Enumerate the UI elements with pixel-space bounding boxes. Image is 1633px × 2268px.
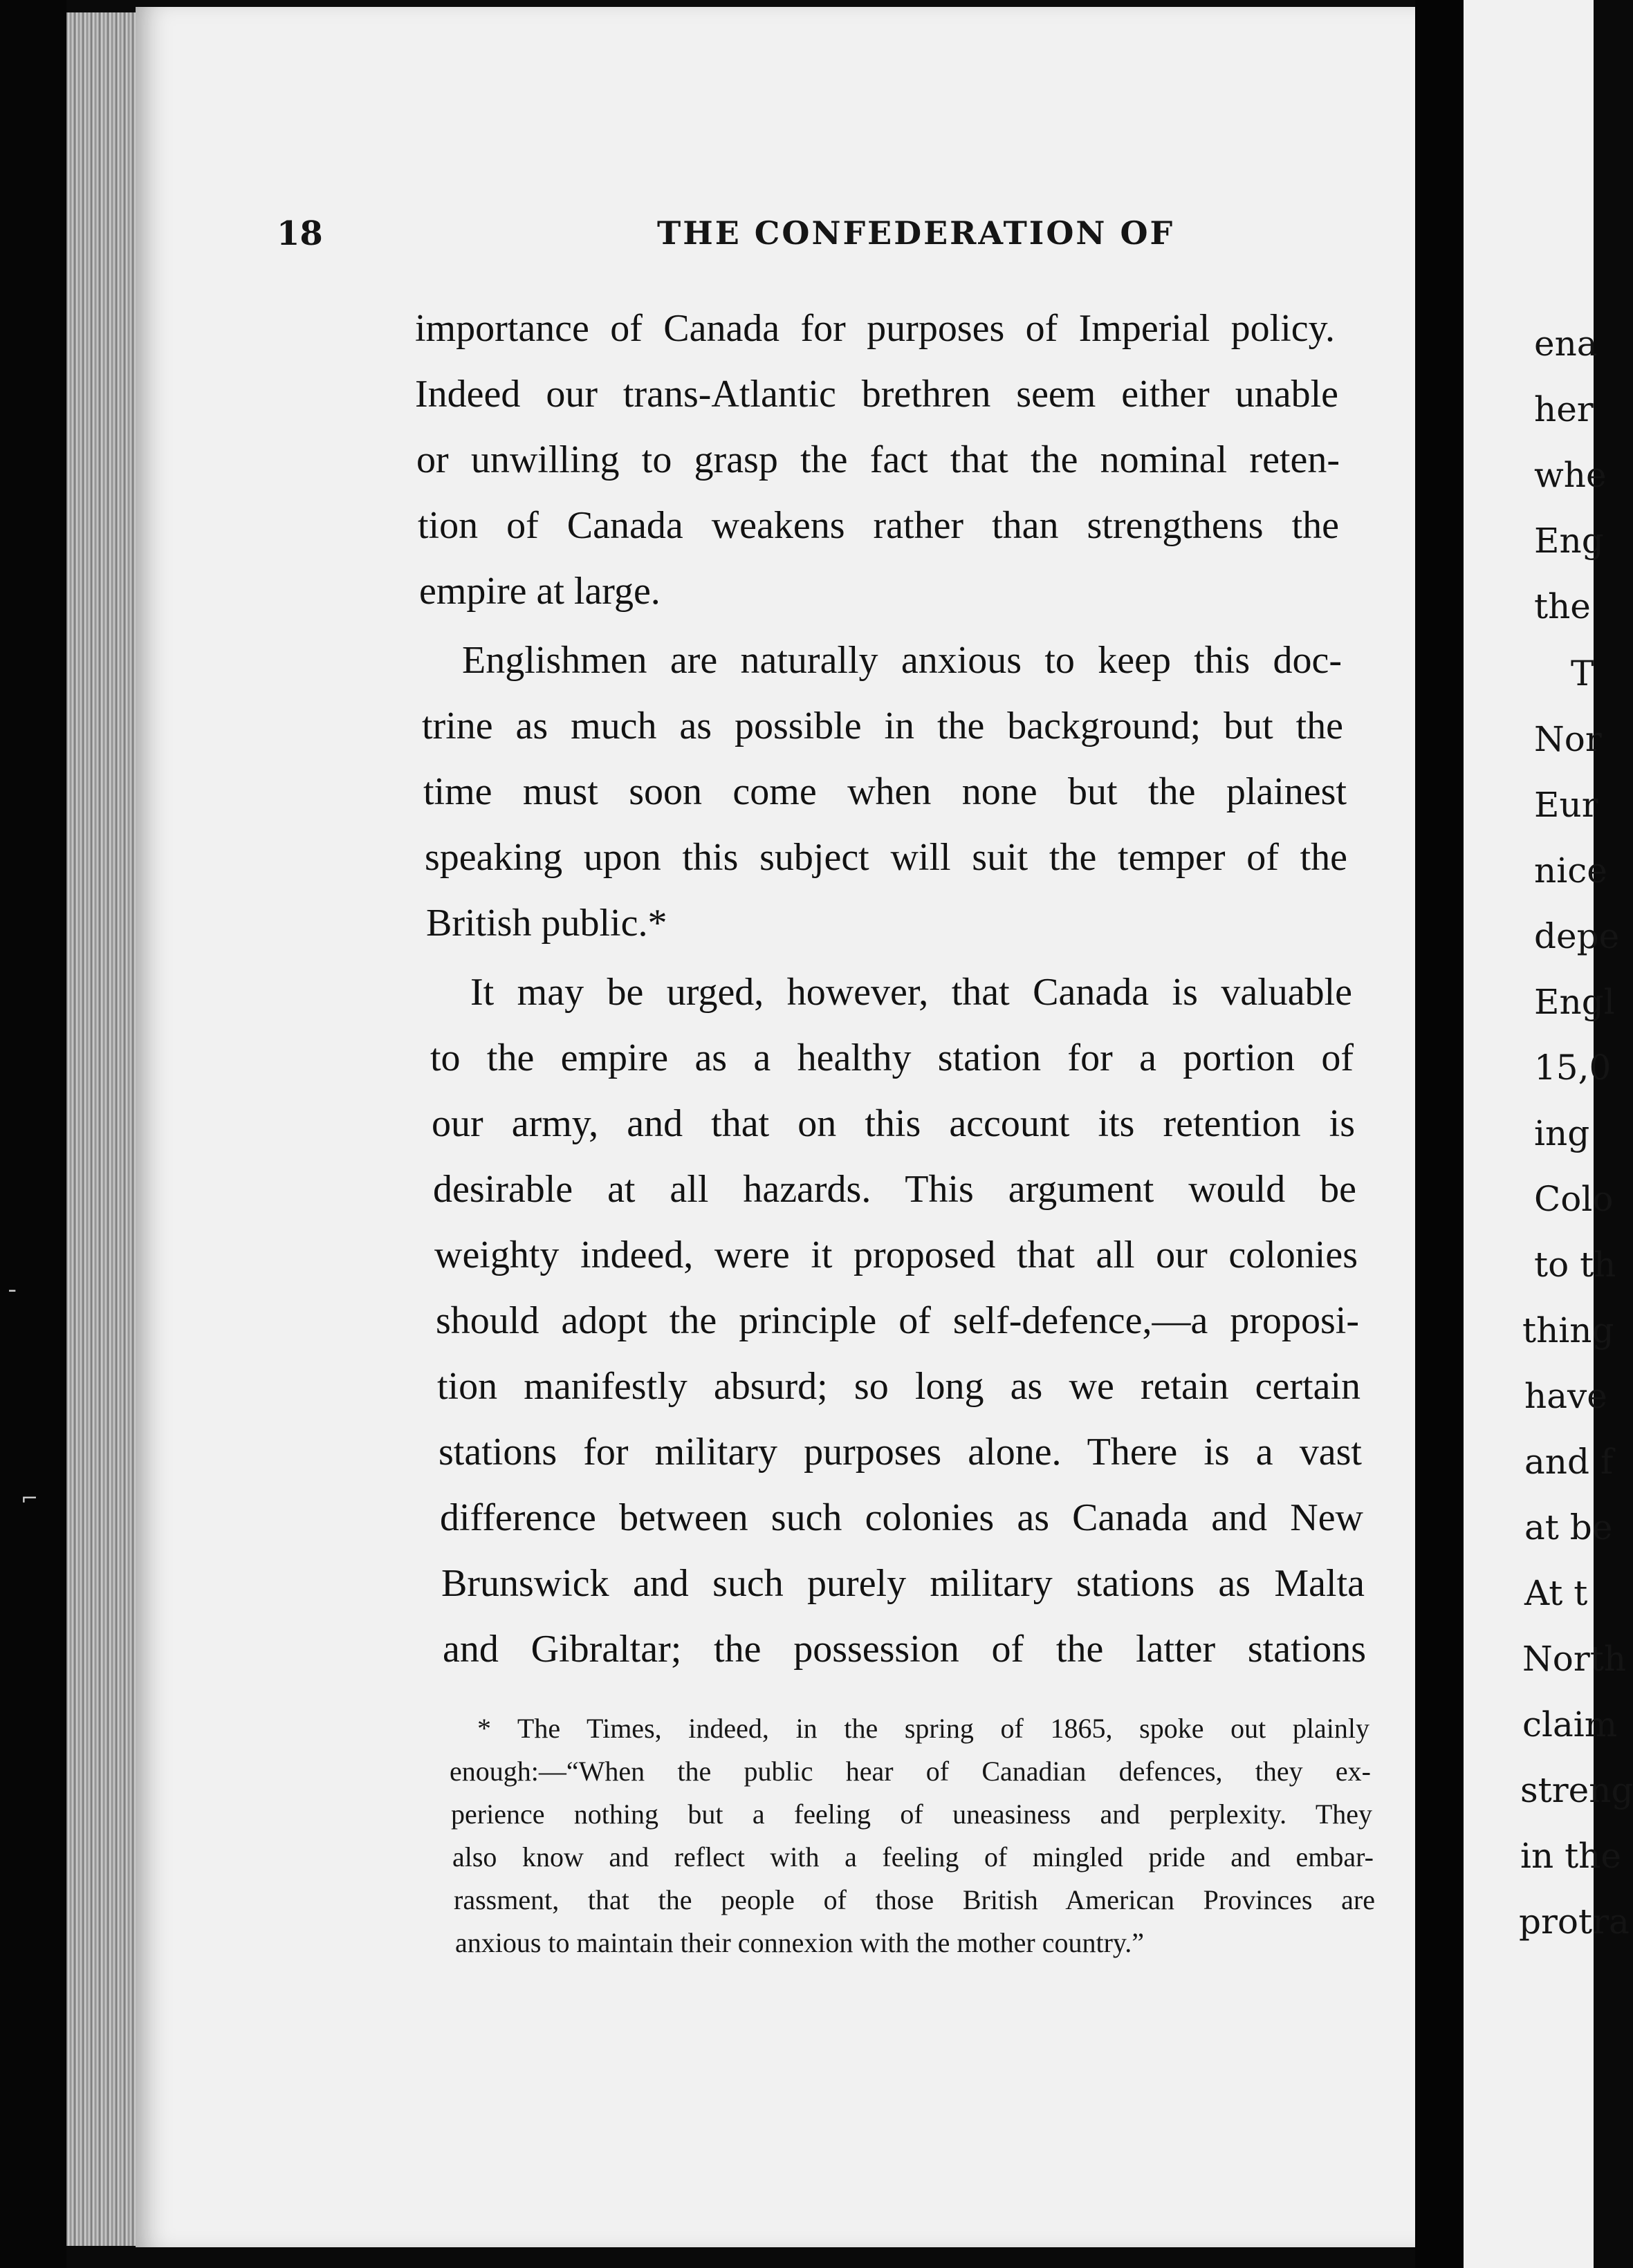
facing-page-fragment: the [1534, 586, 1591, 626]
facing-page-fragment: T [1571, 653, 1594, 694]
body-line: Englishmen are naturally anxious to keep this doc- [462, 639, 1342, 682]
body-line: importance of Canada for purposes of Imperial policy. [415, 307, 1335, 350]
body-line: speaking upon this subject will suit the temper of the [425, 836, 1347, 879]
facing-page-fragment: Engl [1534, 982, 1615, 1022]
facing-page-fragment: claim [1522, 1704, 1618, 1745]
body-line: trine as much as possible in the background; but the [422, 705, 1343, 747]
facing-page-fragment: whe [1534, 455, 1607, 495]
book-gutter [1415, 0, 1464, 2268]
page-number: 18 [277, 214, 323, 253]
body-line: British public.* [426, 902, 667, 945]
facing-page-fragment: ena [1534, 324, 1598, 364]
facing-page-fragment: At t [1524, 1573, 1588, 1613]
facing-page-fragment: streng [1520, 1770, 1633, 1810]
body-line: time must soon come when none but the plainest [423, 770, 1347, 813]
footnote-line: enough:—“When the public hear of Canadian defences, they ex- [450, 1756, 1371, 1787]
body-line: our army, and that on this account its retention is [432, 1102, 1355, 1145]
footnote-line: perience nothing but a feeling of uneasiness and perplexity. They [451, 1798, 1372, 1830]
body-line: stations for military purposes alone. There is a vast [439, 1431, 1362, 1474]
facing-page-fragment: thing [1522, 1310, 1614, 1350]
scan-background-left [0, 0, 66, 2268]
body-line: difference between such colonies as Canada and New [440, 1496, 1363, 1539]
footnote-line: also know and reflect with a feeling of mingled pride and embar- [452, 1841, 1374, 1872]
facing-page-fragment: 15,0 [1534, 1048, 1612, 1088]
facing-page-fragment: in the [1520, 1836, 1621, 1876]
facing-page-fragment: at be [1524, 1507, 1613, 1547]
facing-page-fragment: and f [1524, 1442, 1614, 1482]
facing-page-fragment: nice [1534, 850, 1607, 891]
body-line: weighty indeed, were it proposed that all our colonies [434, 1234, 1358, 1276]
body-line: It may be urged, however, that Canada is valuable [470, 971, 1352, 1014]
running-head [277, 214, 1383, 277]
body-line: tion of Canada weakens rather than strengthens the [418, 504, 1339, 547]
facing-page-fragment: depe [1534, 916, 1620, 956]
facing-page-fragment: Nor [1534, 719, 1602, 759]
body-line: empire at large. [419, 570, 661, 613]
footnote-line: anxious to maintain their connexion with the mother country.” [455, 1927, 1145, 1958]
facing-page-fragment: Eng [1534, 521, 1604, 561]
body-line: and Gibraltar; the possession of the latter stations [443, 1628, 1366, 1671]
footnote-line: rassment, that the people of those British American Provinces are [454, 1884, 1375, 1915]
facing-page-fragment: to th [1534, 1245, 1616, 1285]
body-line: desirable at all hazards. This argument would be [433, 1168, 1356, 1211]
facing-page-fragment: North [1522, 1639, 1627, 1679]
facing-page [1464, 0, 1633, 2268]
book-page-edges [66, 12, 136, 2246]
facing-page-fragment: her [1534, 389, 1594, 429]
footnote-line: * The Times, indeed, in the spring of 1865, spoke out plainly [477, 1713, 1369, 1744]
body-line: should adopt the principle of self-defence,—a proposi- [436, 1299, 1359, 1342]
body-line: Brunswick and such purely military stations as Malta [441, 1562, 1365, 1605]
body-line: to the empire as a healthy station for a portion of [430, 1037, 1354, 1079]
facing-page-fragment: ing [1534, 1113, 1590, 1153]
running-title: THE CONFEDERATION OF [657, 214, 1175, 252]
body-line: Indeed our trans-Atlantic brethren seem either unable [415, 373, 1338, 416]
facing-page-fragment: have [1524, 1376, 1607, 1416]
body-line: tion manifestly absurd; so long as we retain certain [437, 1365, 1360, 1408]
facing-page-fragment: Colo [1534, 1179, 1614, 1219]
facing-page-fragment: Eur [1534, 785, 1598, 825]
body-line: or unwilling to grasp the fact that the nominal reten- [416, 438, 1340, 481]
facing-page-fragment: protra [1519, 1902, 1630, 1942]
